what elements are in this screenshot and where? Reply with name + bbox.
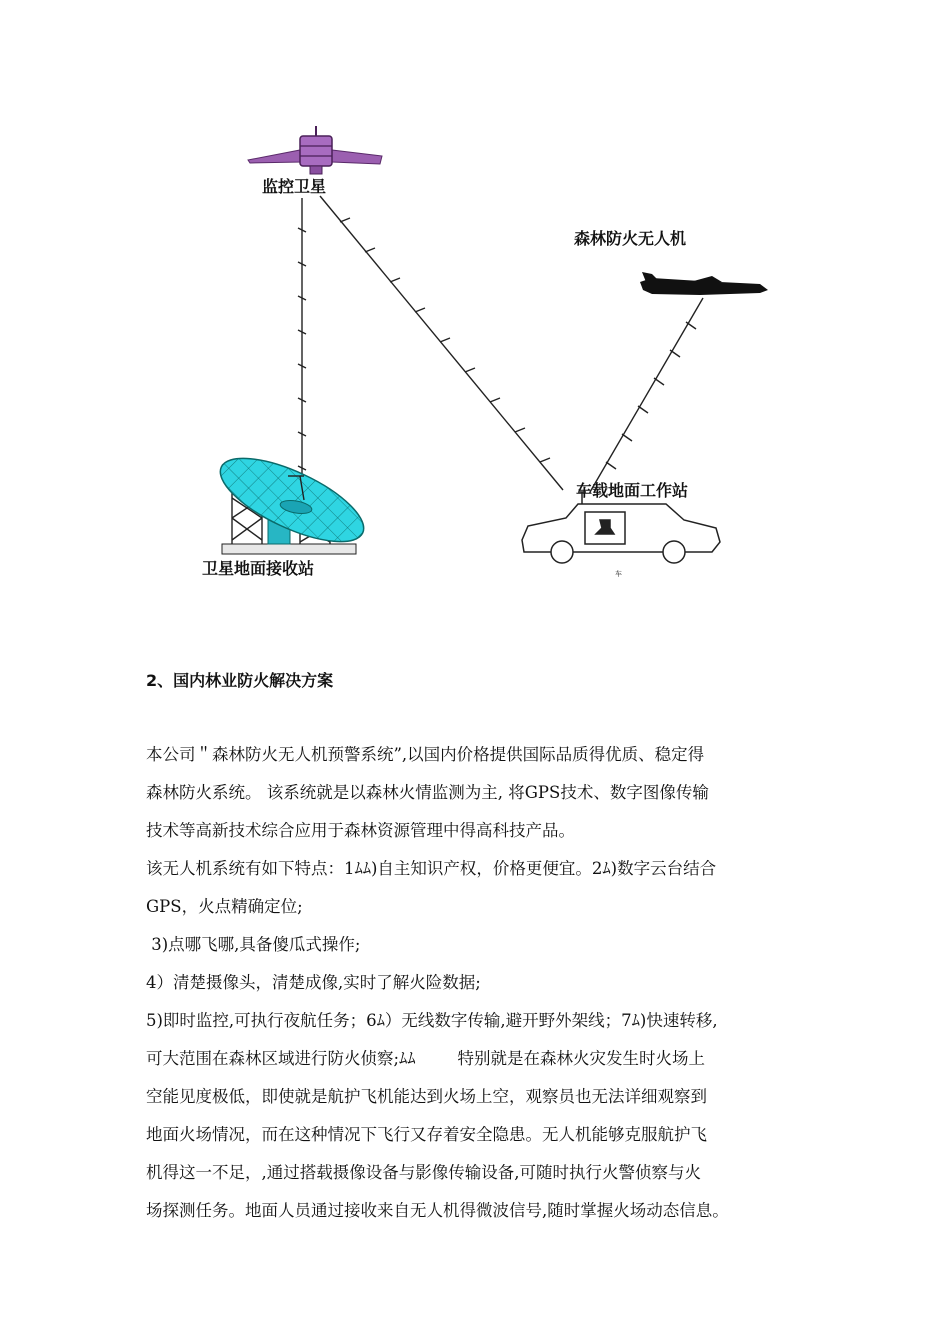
- link-uav-to-vehicle: [590, 298, 703, 492]
- link-satellite-to-ground-station: [298, 198, 306, 480]
- satellite-label: 监控卫星: [262, 177, 327, 196]
- link-satellite-to-vehicle: [320, 196, 563, 490]
- paragraph-line: GPS，火点精确定位;: [146, 897, 303, 916]
- satellite-icon: [248, 126, 382, 174]
- car-small-label: 车: [615, 570, 622, 578]
- section-heading: 2、国内林业防火解决方案: [146, 671, 334, 690]
- ground-station-dish-icon: [209, 442, 374, 559]
- paragraph-line: 森林防火系统。 该系统就是以森林火情监测为主, 将GPS技术、数字图像传输: [146, 783, 709, 802]
- paragraph-line: 可大范围在森林区域进行防火侦察;ﾑﾑ 特别就是在森林火灾发生时火场上: [146, 1049, 706, 1068]
- vehicle-station-label: 车载地面工作站: [576, 481, 689, 500]
- paragraph-line: 场探测任务。地面人员通过接收来自无人机得微波信号,随时掌握火场动态信息。: [146, 1201, 729, 1220]
- paragraph-line: 本公司＂森林防火无人机预警系统”,以国内价格提供国际品质得优质、稳定得: [146, 745, 705, 764]
- paragraph-line: 地面火场情况，而在这种情况下飞行又存着安全隐患。无人机能够克服航护飞: [146, 1125, 707, 1144]
- paragraph-line: 技术等高新技术综合应用于森林资源管理中得高科技产品。: [146, 821, 575, 840]
- paragraph-line: 该无人机系统有如下特点：1ﾑﾑ)自主知识产权，价格更便宜。2ﾑ)数字云台结合: [146, 859, 717, 878]
- paragraph-line: 5)即时监控,可执行夜航任务；6ﾑ）无线数字传输,避开野外架线；7ﾑ)快速转移,: [146, 1011, 718, 1030]
- system-diagram: [0, 0, 950, 620]
- paragraph-line: 机得这一不足，,通过搭载摄像设备与影像传输设备,可随时执行火警侦察与火: [146, 1163, 701, 1182]
- vehicle-car-icon: [522, 492, 720, 563]
- uav-label: 森林防火无人机: [574, 229, 687, 248]
- ground-station-label: 卫星地面接收站: [202, 559, 315, 578]
- uav-airplane-icon: [640, 272, 768, 295]
- paragraph-line: 空能见度极低，即使就是航护飞机能达到火场上空，观察员也无法详细观察到: [146, 1087, 707, 1106]
- paragraph-line: 4）清楚摄像头，清楚成像,实时了解火险数据;: [146, 973, 481, 992]
- paragraph-line: 3)点哪飞哪,具备傻瓜式操作;: [146, 935, 361, 954]
